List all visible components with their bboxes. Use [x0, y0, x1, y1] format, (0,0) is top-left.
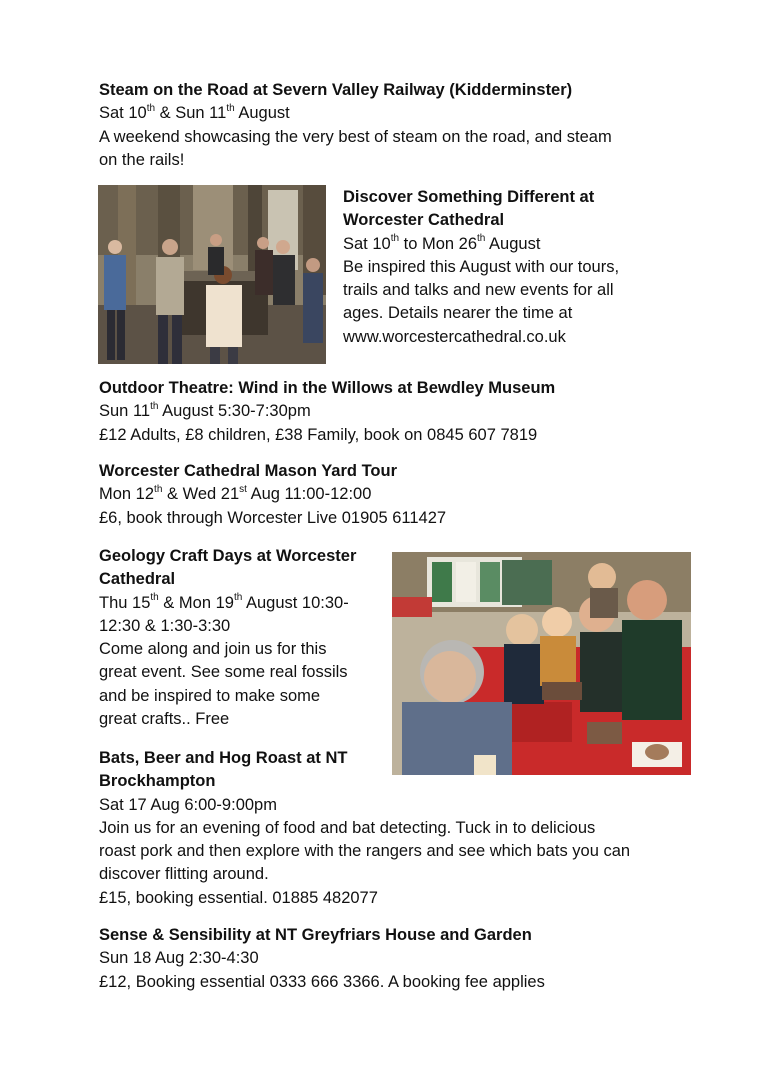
event-description: ages. Details nearer the time at [343, 304, 573, 323]
event-geology-craft-days [99, 545, 356, 731]
event-date: Sat 10th to Mon 26th August [343, 233, 541, 253]
event-description: and be inspired to make some [99, 686, 321, 705]
event-website: www.worcestercathedral.co.uk [343, 327, 566, 346]
event-title: Brockhampton [99, 772, 216, 791]
event-title: Outdoor Theatre: Wind in the Willows at Bewdley Museum [99, 379, 556, 397]
event-date: Sat 17 Aug 6:00-9:00pm [99, 795, 277, 814]
event-description: trails and talks and new events for all [343, 281, 614, 300]
event-steam-on-the-road [99, 79, 612, 172]
event-title: Geology Craft Days at Worcester [99, 547, 357, 565]
event-title: Worcester Cathedral [343, 211, 505, 230]
event-title: Discover Something Different at [343, 188, 595, 206]
event-title: Sense & Sensibility at NT Greyfriars House and Garden [99, 926, 532, 944]
event-description: Join us for an evening of food and bat detecting. Tuck in to delicious [99, 818, 596, 837]
event-date: Mon 12th & Wed 21st Aug 11:00-12:00 [99, 483, 372, 504]
geology-craft-photo [392, 552, 691, 775]
event-description: 12:30 & 1:30-3:30 [99, 616, 231, 635]
event-description: Come along and join us for this [99, 640, 327, 659]
event-description: £12 Adults, £8 children, £38 Family, book on 0845 607 7819 [99, 425, 538, 444]
event-date: Sun 18 Aug 2:30-4:30 [99, 949, 259, 968]
event-sense-sensibility [99, 924, 545, 994]
event-description: on the rails! [99, 150, 185, 169]
event-title: Worcester Cathedral Mason Yard Tour [99, 462, 397, 480]
event-date: Sun 11th August 5:30-7:30pm [99, 400, 311, 421]
event-date: Sat 10th & Sun 11th August [99, 102, 290, 123]
event-outdoor-theatre [99, 377, 555, 447]
event-description: £12, Booking essential 0333 666 3366. A booking fee applies [99, 972, 545, 991]
event-date: Thu 15th & Mon 19th August 10:30- [99, 592, 349, 612]
event-description: £15, booking essential. 01885 482077 [99, 888, 378, 907]
event-bats-beer-hog-roast [99, 747, 630, 910]
event-mason-yard-tour [99, 460, 446, 530]
event-description: great event. See some real fossils [99, 663, 348, 682]
event-description: discover flitting around. [99, 865, 269, 884]
event-description: £6, book through Worcester Live 01905 611427 [99, 508, 447, 527]
event-title: Bats, Beer and Hog Roast at NT [99, 749, 348, 767]
event-description: roast pork and then explore with the rangers and see which bats you can [99, 842, 631, 861]
event-description: great crafts.. Free [99, 710, 230, 729]
cathedral-tour-photo [98, 185, 326, 364]
event-description: A weekend showcasing the very best of steam on the road, and steam [99, 127, 612, 146]
event-discover-cathedral [343, 186, 619, 349]
event-description: Be inspired this August with our tours, [343, 257, 620, 276]
event-title: Cathedral [99, 570, 176, 589]
event-title: Steam on the Road at Severn Valley Railway (Kidderminster) [99, 81, 573, 99]
